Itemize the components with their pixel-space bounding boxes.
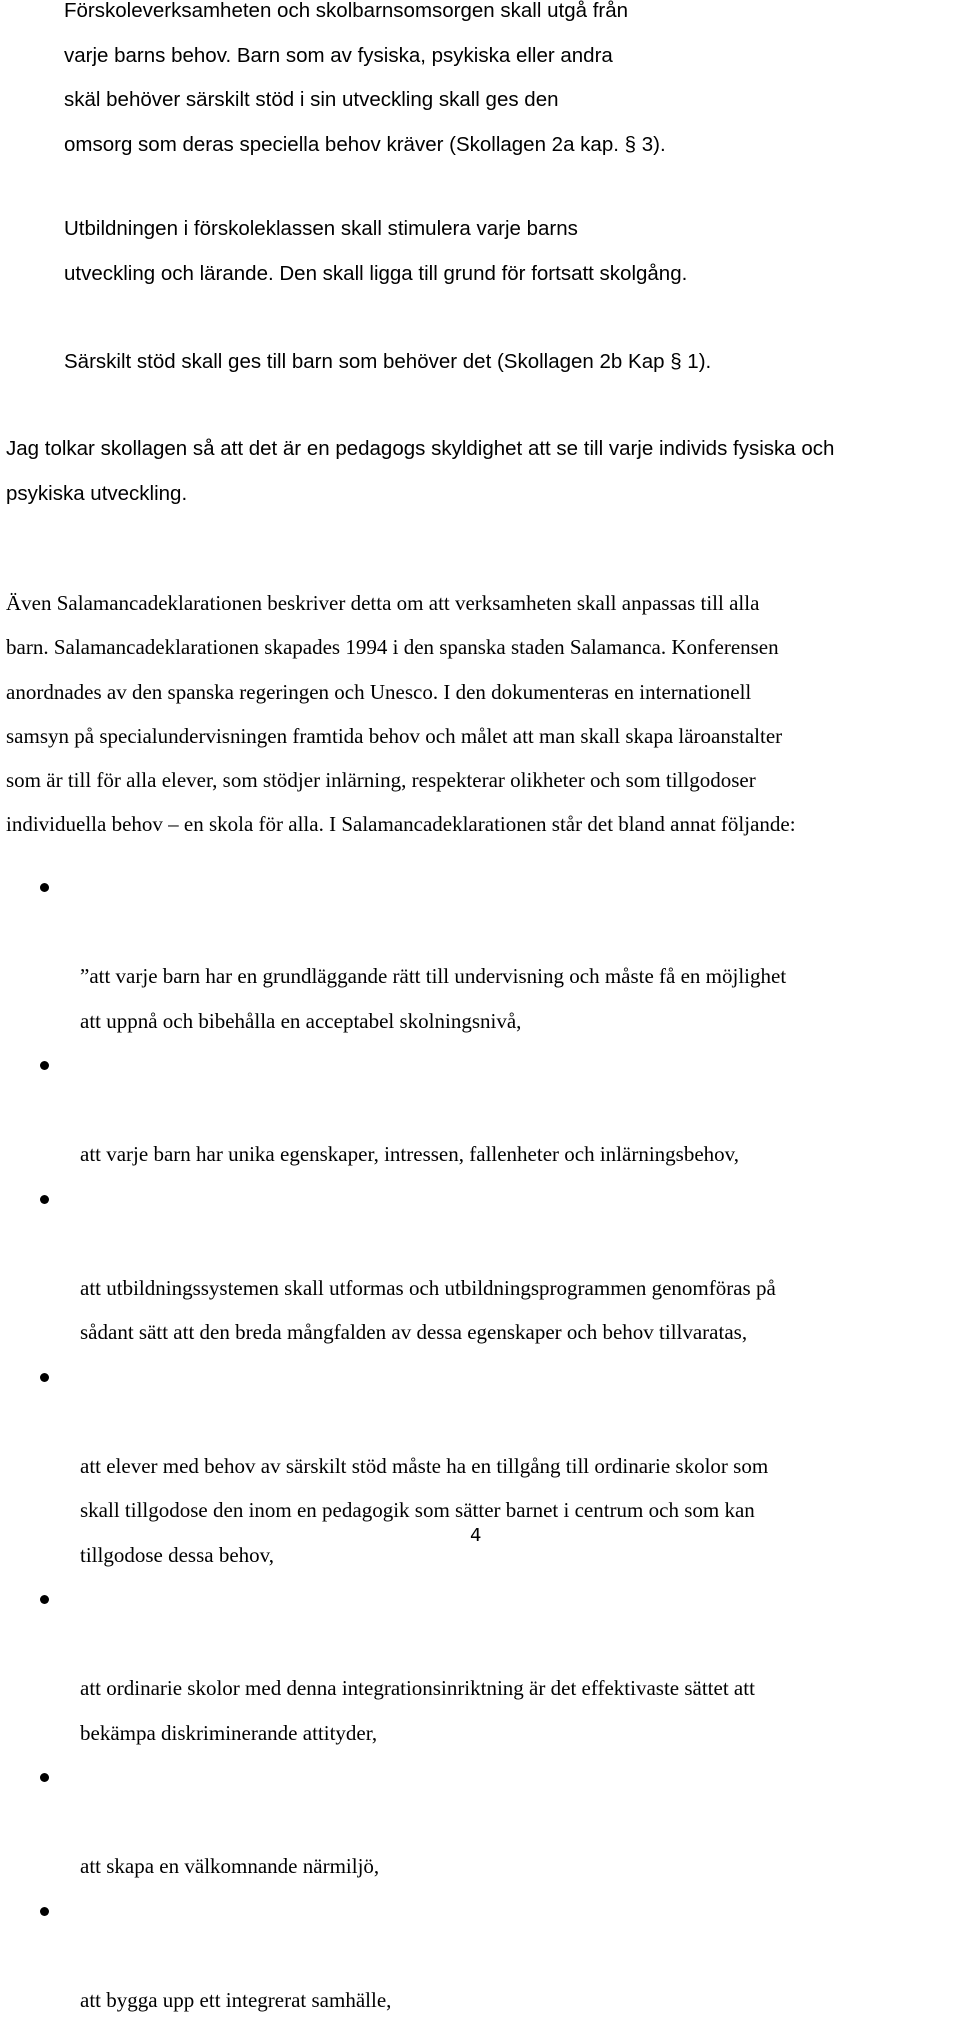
list-item — [0, 1889, 940, 2022]
list-item — [0, 1755, 940, 1889]
page-number: 4 — [470, 1523, 500, 1549]
paragraph-salamanca: Även Salamancadeklarationen beskriver detta om att verksamheten skall anpassas till alla barn. Salamancadeklarationen skapades 1994 i den spanska staden Salamanca. Konferensen anordnades av den spanska regeringen och Unesco. I den dokumenteras en internationell samsyn på specialundervisningen framtida behov och målet att man skall skapa läroanstalter som är till för alla elever, som stödjer inlärning, respekterar olikheter och som tillgodoser individuella behov – en skola för alla. I Salamancadeklarationen står det bland annat följande: — [6, 581, 960, 847]
bullet-icon — [40, 1907, 49, 1916]
bullet-icon — [40, 1061, 49, 1070]
list-item — [0, 1177, 940, 1355]
list-item-text: ”att varje barn har en grundläggande rätt till undervisning och måste få en möjlighet att uppnå och bibehålla en acceptabel skolningsnivå, — [80, 964, 786, 1033]
list-item-text: att ordinarie skolor med denna integrationsinriktning är det effektivaste sättet att bekämpa diskriminerande attityder, — [80, 1676, 755, 1745]
list-item — [0, 865, 940, 1043]
bullet-icon — [40, 883, 49, 892]
list-item-text: att varje barn har unika egenskaper, intressen, fallenheter och inlärningsbehov, — [80, 1142, 739, 1166]
list-item-text: att utbildningssystemen skall utformas och utbildningsprogrammen genomföras på sådant sätt att den breda mångfalden av dessa egenskaper och behov tillvaratas, — [80, 1276, 776, 1345]
list-item — [0, 1577, 940, 1755]
list-item-text: att elever med behov av särskilt stöd måste ha en tillgång till ordinarie skolor som skall tillgodose den inom en pedagogik som sätter barnet i centrum och som kan tillgodose dessa behov, — [80, 1454, 768, 1567]
paragraph-interpretation: Jag tolkar skollagen så att det är en pedagogs skyldighet att se till varje individs fysiska och psykiska utveckling. — [6, 427, 956, 516]
bullet-icon — [40, 1195, 49, 1204]
paragraph-preschool-class: Utbildningen i förskoleklassen skall stimulera varje barns utveckling och lärande. Den skall ligga till grund för fortsatt skolgång. — [64, 207, 944, 296]
salamanca-bullet-list — [0, 865, 960, 2022]
bullet-icon — [40, 1773, 49, 1782]
paragraph-special-support: Särskilt stöd skall ges till barn som behöver det (Skollagen 2b Kap § 1). — [64, 340, 944, 385]
bullet-icon — [40, 1595, 49, 1604]
list-item — [0, 1043, 940, 1177]
list-item-text: att skapa en välkomnande närmiljö, — [80, 1854, 379, 1878]
paragraph-preschool-needs: Förskoleverksamheten och skolbarnsomsorgen skall utgå från varje barns behov. Barn som av fysiska, psykiska eller andra skäl behöver särskilt stöd i sin utveckling skall ges den omsorg som deras speciella behov kräver (Skollagen 2a kap. § 3). — [64, 0, 944, 167]
list-item-text: att bygga upp ett integrerat samhälle, — [80, 1988, 391, 2012]
bullet-icon — [40, 1373, 49, 1382]
